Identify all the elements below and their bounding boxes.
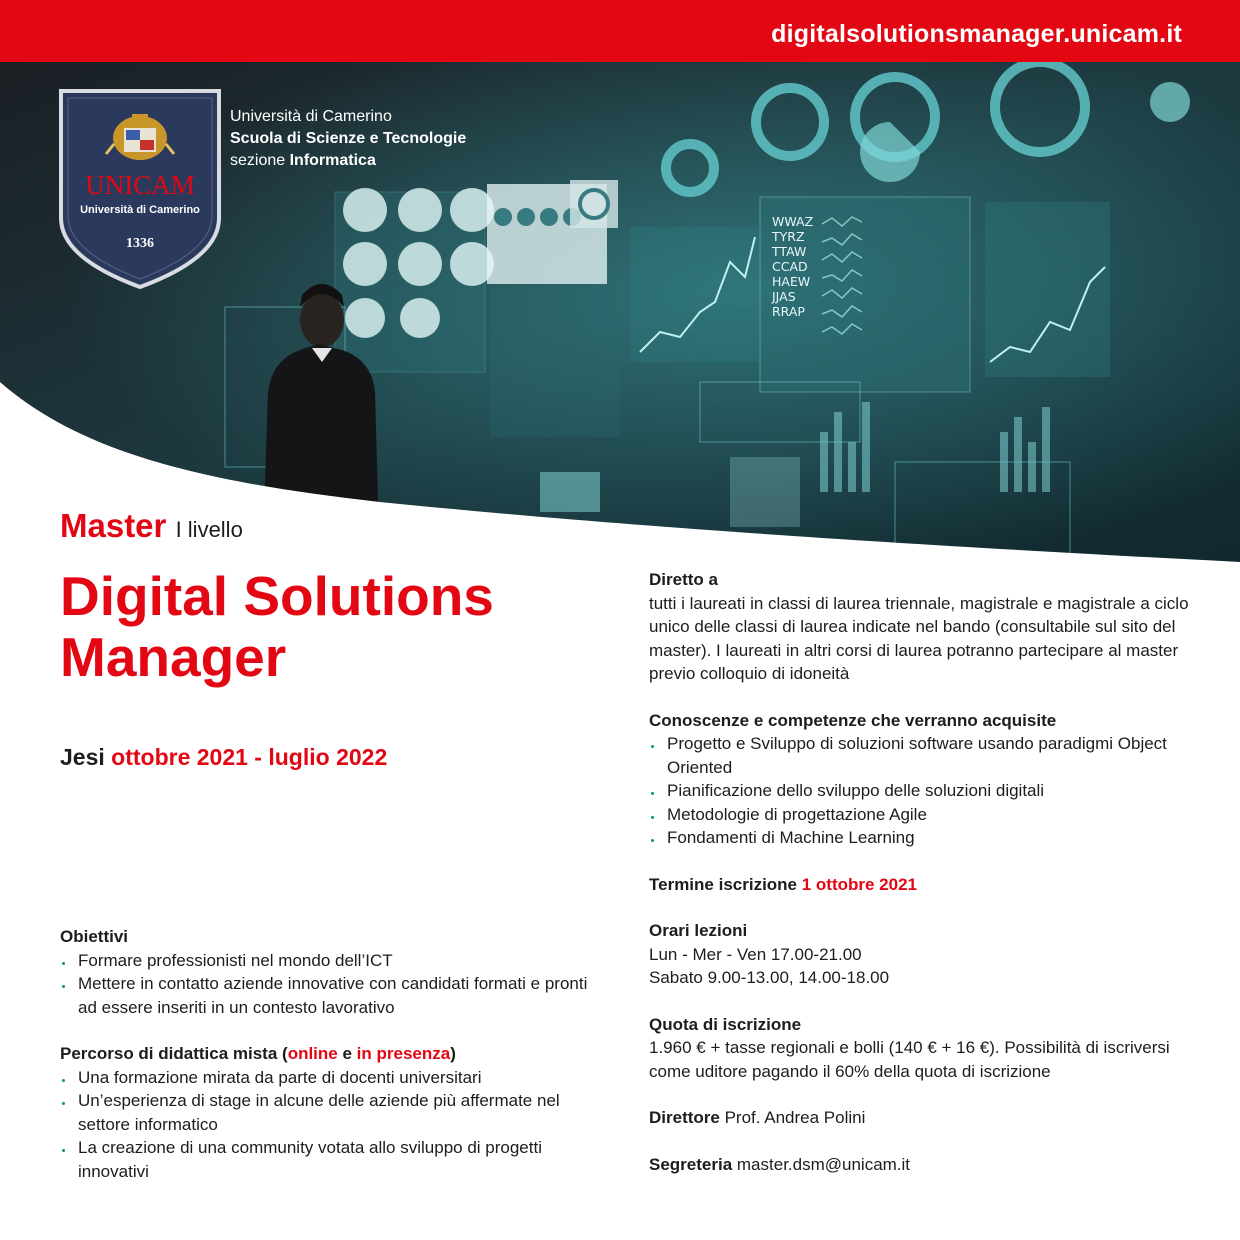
ticker-symbol: TTAW bbox=[772, 244, 807, 259]
list-item: Progetto e Sviluppo di soluzioni software usando paradigmi Object Oriented bbox=[649, 732, 1189, 779]
program-city: Jesi bbox=[60, 744, 105, 770]
mode-online: online bbox=[287, 1044, 338, 1063]
logo-subtitle: Università di Camerino bbox=[80, 204, 200, 216]
list-item: Metodologie di progettazione Agile bbox=[649, 803, 1189, 827]
mode-presenza: in presenza bbox=[356, 1044, 451, 1063]
logo-year: 1336 bbox=[126, 236, 154, 251]
ticker-symbol: WWAZ bbox=[772, 214, 814, 229]
segreteria: Segreteria master.dsm@unicam.it bbox=[649, 1154, 911, 1174]
list-item: Formare professionisti nel mondo dell’ICT bbox=[60, 949, 600, 973]
orari-heading: Orari lezioni bbox=[649, 921, 748, 940]
institution-info bbox=[230, 106, 466, 172]
school-name: Scuola di Scienze e Tecnologie bbox=[230, 130, 467, 147]
page-title: Digital Solutions Manager bbox=[60, 565, 494, 688]
program-type bbox=[60, 507, 243, 545]
top-banner bbox=[0, 0, 1240, 62]
list-item: Un’esperienza di stage in alcune delle aziende più affermate nel settore informatico bbox=[60, 1089, 600, 1136]
quota-text: 1.960 € + tasse regionali e bolli (140 € + 16 €). Possibilità di iscriversi come uditore pagando il 60% della quota di iscrizione bbox=[649, 1038, 1170, 1081]
percorso-heading: Percorso di didattica mista (online e in presenza) bbox=[60, 1044, 456, 1063]
program-dates bbox=[60, 744, 387, 771]
ticker-symbol: TYRZ bbox=[772, 229, 805, 244]
obiettivi-heading: Obiettivi bbox=[60, 927, 129, 946]
list-item: Una formazione mirata da parte di docenti universitari bbox=[60, 1066, 600, 1090]
percorso-list bbox=[60, 1066, 600, 1184]
conoscenze-list bbox=[649, 732, 1189, 850]
obiettivi-list bbox=[60, 949, 600, 1020]
termine-iscrizione: Termine iscrizione 1 ottobre 2021 bbox=[649, 874, 917, 894]
list-item: Pianificazione dello sviluppo delle soluzioni digitali bbox=[649, 779, 1189, 803]
university-name: Università di Camerino bbox=[230, 108, 392, 125]
list-item: La creazione di una community votata allo sviluppo di progetti innovativi bbox=[60, 1136, 600, 1183]
diretto-heading: Diretto a bbox=[649, 570, 718, 589]
section-name: sezione Informatica bbox=[230, 152, 376, 169]
details-column bbox=[649, 568, 1189, 1176]
logo-wordmark: UNICAM bbox=[85, 170, 195, 200]
orari-line: Lun - Mer - Ven 17.00-21.00 bbox=[649, 944, 862, 964]
list-item: Fondamenti di Machine Learning bbox=[649, 826, 1189, 850]
unicam-logo bbox=[58, 88, 222, 290]
diretto-text: tutti i laureati in classi di laurea triennale, magistrale e magistrale a ciclo unico delle classi di laurea indicate nel bando (consultabile sul sito del master). I laureati in altri corsi di laurea potranno partecipare al master previo colloquio di idoneità bbox=[649, 593, 1189, 683]
website-url[interactable]: digitalsolutionsmanager.unicam.it bbox=[771, 20, 1182, 48]
ticker-symbols bbox=[772, 214, 813, 319]
ticker-symbol: CCAD bbox=[772, 259, 808, 274]
quota-heading: Quota di iscrizione bbox=[649, 1014, 802, 1034]
segreteria-email[interactable]: master.dsm@unicam.it bbox=[732, 1154, 911, 1174]
termine-date: 1 ottobre 2021 bbox=[801, 874, 917, 894]
ticker-symbol: JJAS bbox=[772, 289, 796, 304]
direttore-name: Prof. Andrea Polini bbox=[719, 1108, 866, 1127]
obiettivi-section bbox=[60, 925, 600, 1183]
program-level: I livello bbox=[175, 517, 243, 542]
ticker-symbol: RRAP bbox=[772, 304, 805, 319]
list-item: Mettere in contatto aziende innovative con candidati formati e pronti ad essere inseriti in un contesto lavorativo bbox=[60, 972, 600, 1019]
direttore: Direttore Prof. Andrea Polini bbox=[649, 1108, 866, 1127]
ticker-symbol: HAEW bbox=[772, 274, 811, 289]
program-type-label: Master bbox=[60, 507, 167, 544]
orari-line: Sabato 9.00-13.00, 14.00-18.00 bbox=[649, 968, 890, 987]
program-period: ottobre 2021 - luglio 2022 bbox=[111, 744, 388, 770]
conoscenze-heading: Conoscenze e competenze che verranno acquisite bbox=[649, 710, 1057, 730]
